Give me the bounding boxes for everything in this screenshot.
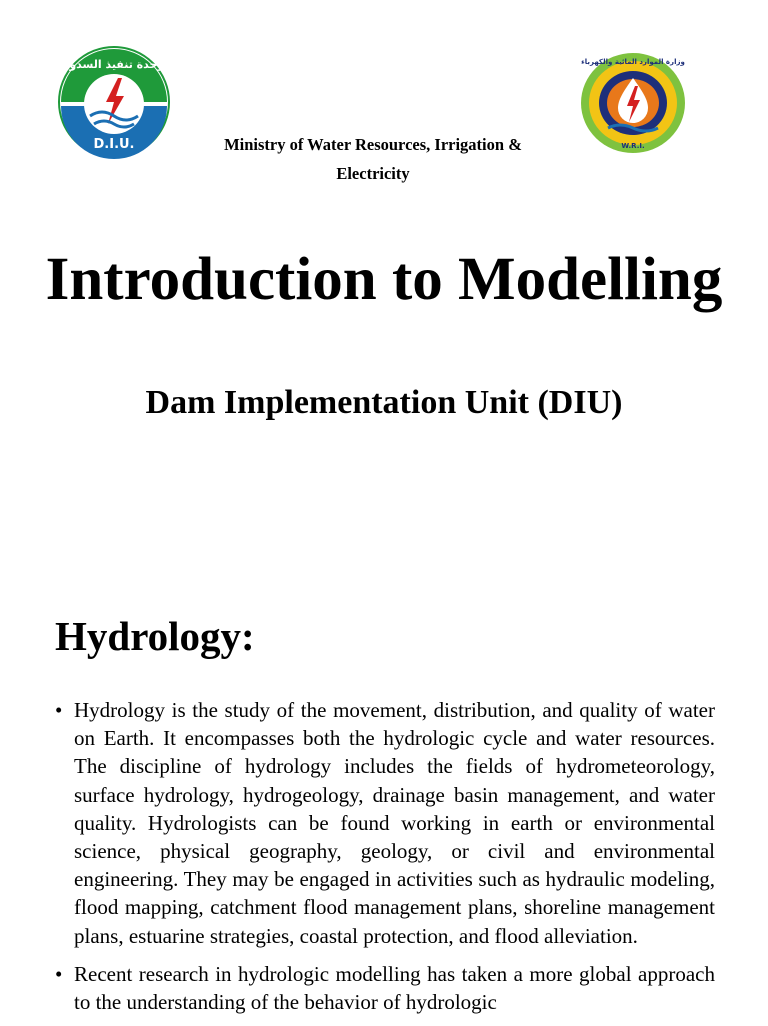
bullet-text: Hydrology is the study of the movement, distribution, and quality of water on Earth. It encompasses both the hydrologic cycle and water resources. The discipline of hydrology includes the fields of hydrometeorology, surface hydrology, hydrogeology, drainage basin management, and water quality. Hydrologists can be found working in earth or environmental science, physical geography, geology, or civil and environmental engineering. They may be engaged in activities such as hydraulic modeling, flood mapping, catchment flood management plans, shoreline management plans, estuarine strategies, coastal protection, and flood alleviation. [74,698,715,948]
ministry-logo-label: W.R.I. [621,142,645,150]
diu-logo [56,44,172,160]
page-title: Introduction to Modelling [45,246,723,313]
bullet-item [55,696,715,950]
page-subtitle: Dam Implementation Unit (DIU) [145,384,623,421]
ministry-logo-icon [578,50,688,156]
diu-logo-label: D.I.U. [93,137,135,152]
bullet-list [55,696,715,1026]
section-heading: Hydrology: [55,613,255,659]
diu-logo-icon [56,44,172,160]
bullet-icon: • [55,698,63,722]
ministry-name: Ministry of Water Resources, Irrigation & Electricity [224,135,522,183]
ministry-logo-arabic: وزارة الموارد المائية والكهرباء [581,58,685,66]
bullet-text: Recent research in hydrologic modelling has taken a more global approach to the understanding of the behavior of hydrologic [74,961,715,1015]
bullet-item [55,960,715,1016]
diu-logo-arabic: وحدة تنفيذ السدود [63,58,165,71]
bullet-icon: • [55,961,63,986]
ministry-logo [578,50,688,156]
